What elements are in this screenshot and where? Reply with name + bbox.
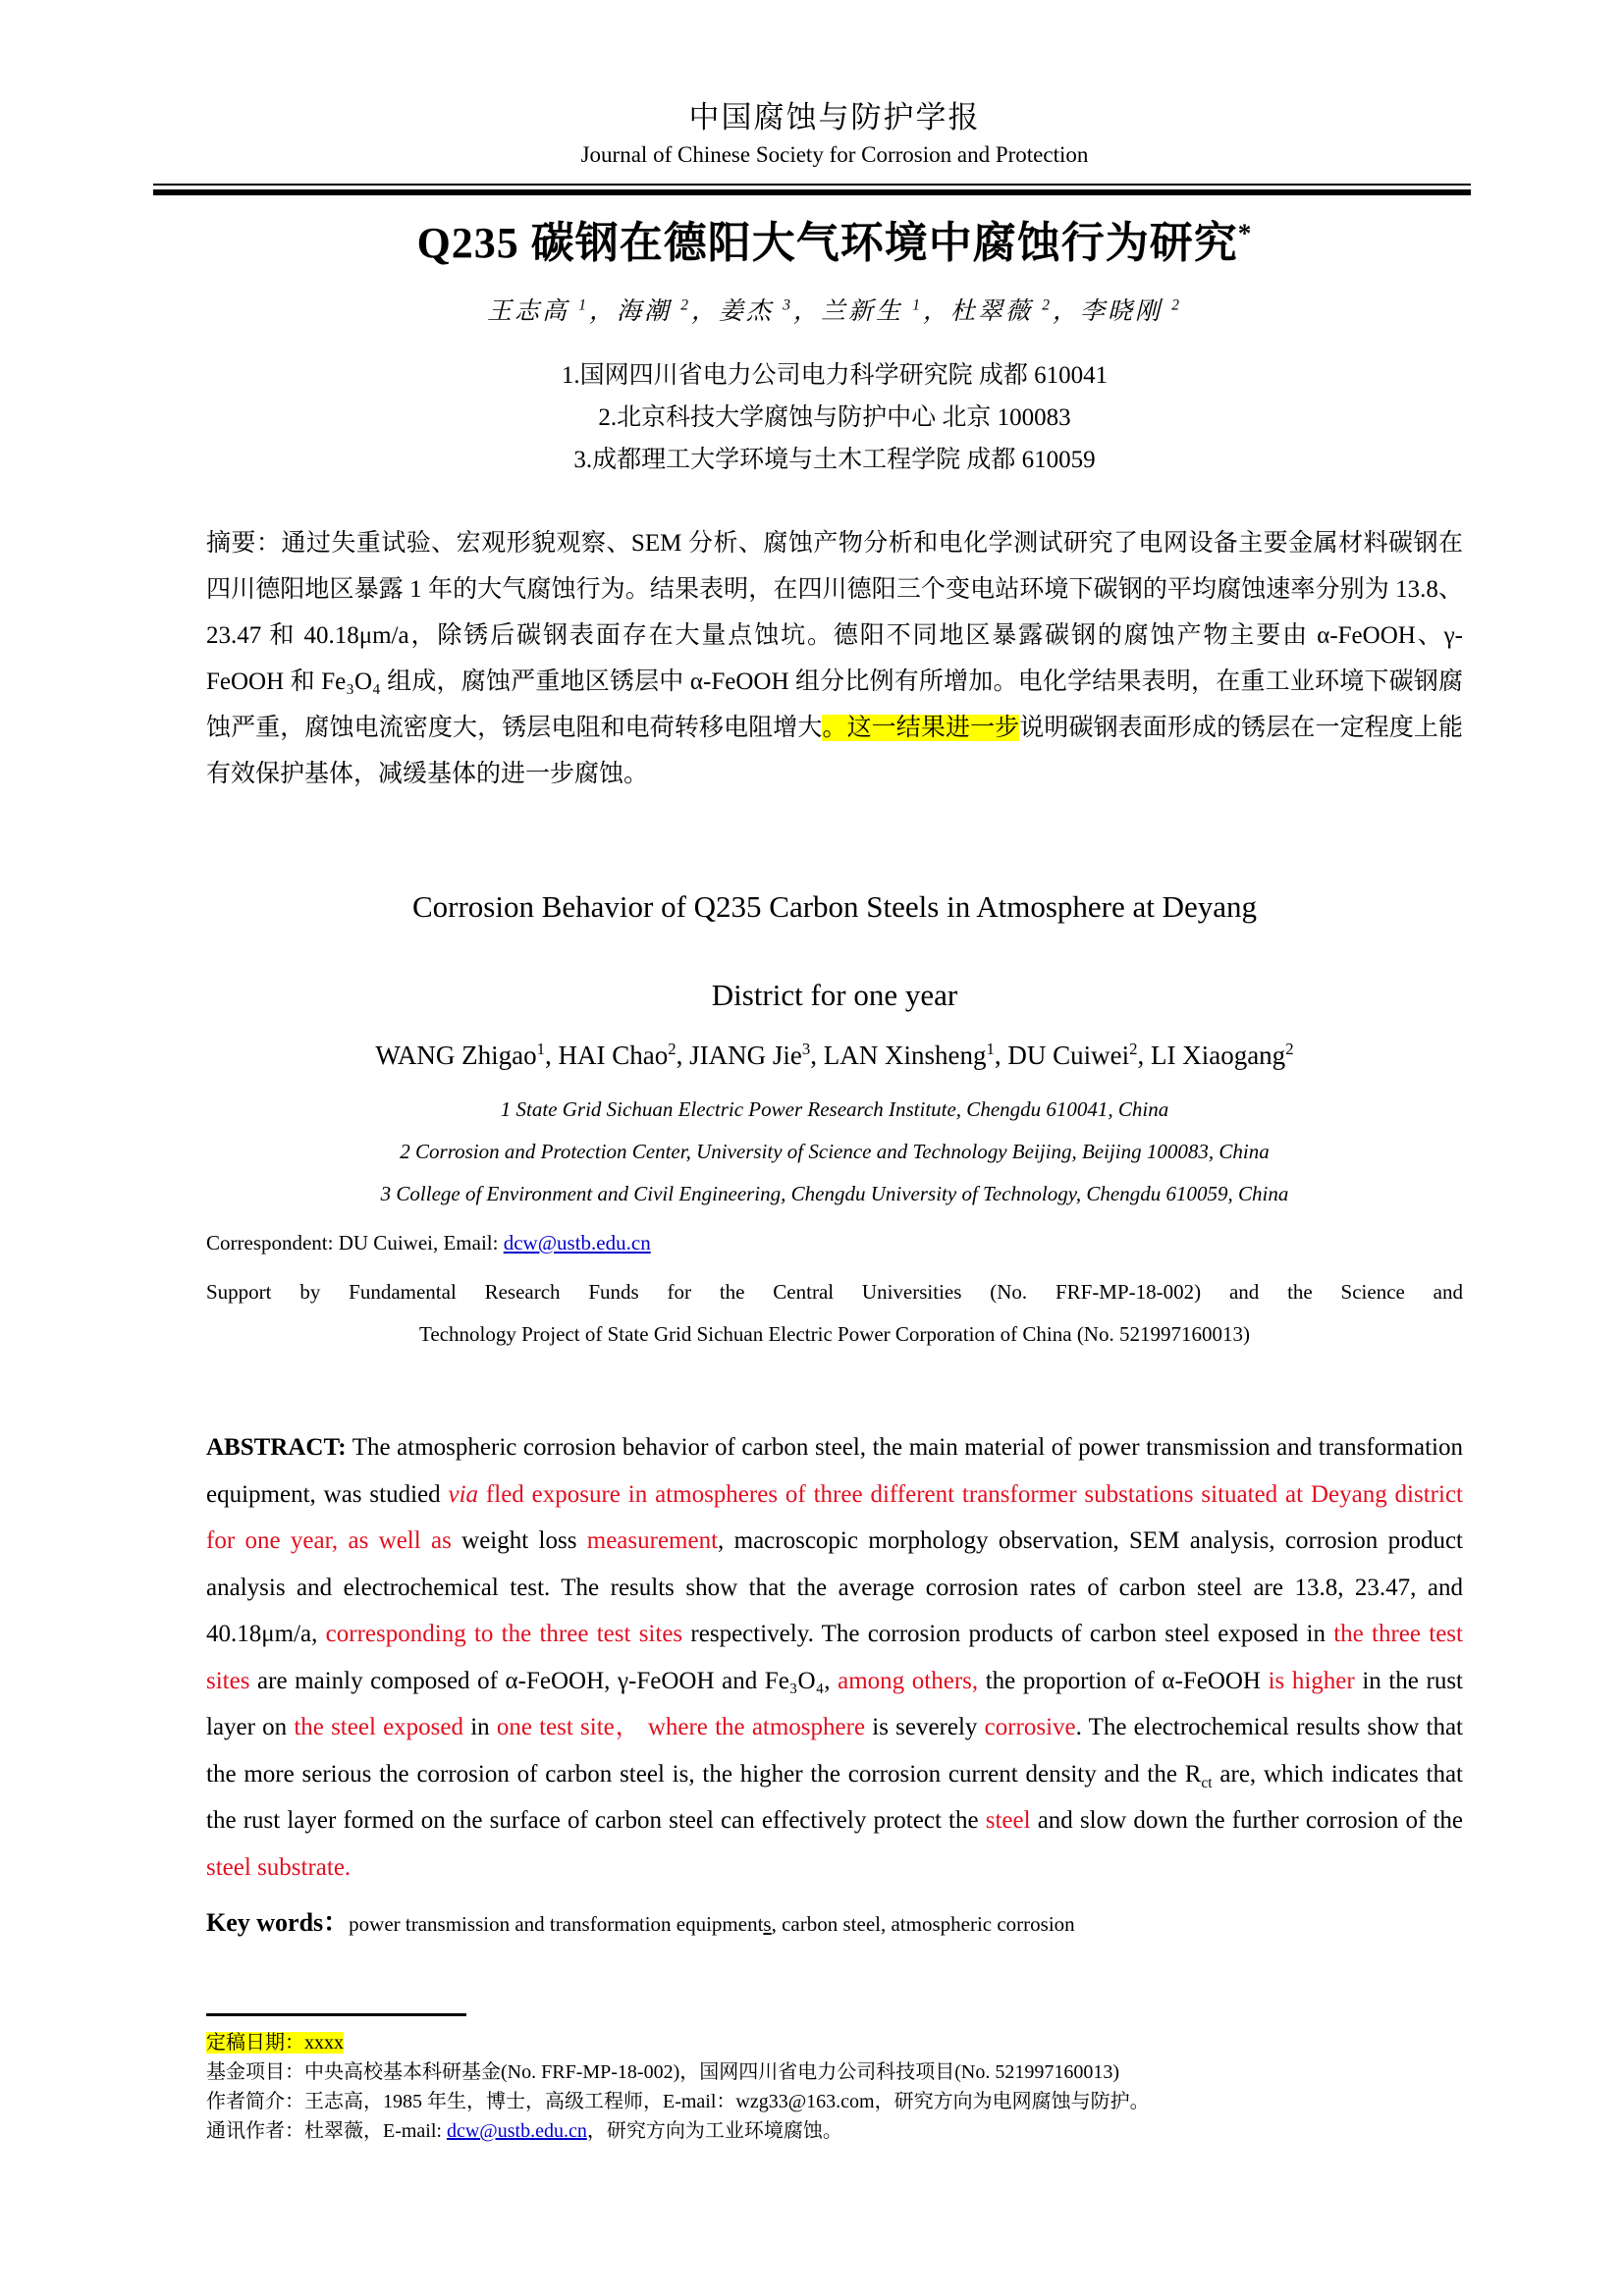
keywords-label: Key words： — [206, 1908, 350, 1937]
correspondent-line — [206, 1231, 1463, 1255]
affiliations-english — [206, 1089, 1463, 1215]
keywords-text: power transmission and transformation equipments, carbon steel, atmospheric corrosion — [349, 1912, 1075, 1936]
affiliation-cn-1: 1.国网四川省电力公司电力科学研究院 成都 610041 — [561, 362, 1109, 389]
article-title-chinese: Q235 碳钢在德阳大气环境中腐蚀行为研究* — [416, 218, 1253, 267]
footnote-separator-rule — [206, 2013, 466, 2016]
correspondent-label: Correspondent: DU Cuiwei, Email: — [206, 1231, 504, 1255]
finalized-date-highlight: 定稿日期：xxxx — [206, 2032, 344, 2054]
support-line2: Technology Project of State Grid Sichuan Electric Power Corporation of China (No. 521997160013) — [419, 1322, 1250, 1346]
affiliation-en-3: 3 College of Environment and Civil Engineering, Chengdu University of Technology, Chengdu 610059, China — [380, 1182, 1289, 1205]
body-content — [0, 207, 1624, 2146]
article-title-english-line2: District for one year — [711, 978, 958, 1012]
affiliation-en-1: 1 State Grid Sichuan Electric Power Research Institute, Chengdu 610041, China — [500, 1097, 1169, 1121]
footnotes — [206, 2028, 1463, 2146]
page-content — [0, 92, 1624, 168]
authors-english: WANG Zhigao$^1$, HAI Chao$^2$, JIANG Jie$^3$, LAN Xinsheng$^1$, DU Cuiwei$^2$, LI Xiaogang$^2$ — [375, 1040, 1294, 1070]
footnote-fund-line: 基金项目：中央高校基本科研基金(No. FRF-MP-18-002)，国网四川省电力公司科技项目(No. 521997160013) — [206, 2061, 1119, 2083]
keywords-line — [206, 1902, 1463, 1939]
footnote-date-line — [206, 2028, 1463, 2057]
abstract-english: ABSTRACT: The atmospheric corrosion behavior of carbon steel, the main material of power transmission and transformation equipment, was studied via fled exposure in atmospheres of three different transformer substations situated at Deyang district for one year, as well as weight loss measurement, macroscopic morphology observation, SEM analysis, corrosion product analysis and electrochemical test. The results show that the average corrosion rates of carbon steel are 13.8, 23.47, and 40.18μm/a, corresponding to the three test sites respectively. The corrosion products of carbon steel exposed in the three test sites are mainly composed of α-FeOOH, γ-FeOOH and Fe₃O₄, among others, the proportion of α-FeOOH is higher in the rust layer on the steel exposed in one test site， where the atmosphere is severely corrosive. The electrochemical results show that the more serious the corrosion of carbon steel is, the higher the corrosion current density and the $R_{ct}$ are, which indicates that the rust layer formed on the surface of carbon steel can effectively protect the steel and slow down the further corrosion of the steel substrate. — [206, 1434, 1464, 1881]
journal-name-english: Journal of Chinese Society for Corrosion and Protection — [580, 142, 1089, 167]
contact-prefix: 通讯作者：杜翠薇，E-mail: — [206, 2120, 447, 2142]
header-double-rule — [153, 184, 1471, 195]
footnote-contact-line — [206, 2116, 1463, 2146]
abstract-chinese: 摘要：通过失重试验、宏观形貌观察、SEM 分析、腐蚀产物分析和电化学测试研究了电网设备主要金属材料碳钢在四川德阳地区暴露 1 年的大气腐蚀行为。结果表明，在四川德阳三个变电站环境下碳钢的平均腐蚀速率分别为 13.8、23.47 和 40.18μm/a，除锈后碳钢表面存在大量点蚀坑。德阳不同地区暴露碳钢的腐蚀产物主要由 α-FeOOH、γ-FeOOH 和 Fe₃O₄ 组成，腐蚀严重地区锈层中 α-FeOOH 组分比例有所增加。电化学结果表明，在重工业环境下碳钢腐蚀严重，腐蚀电流密度大，锈层电阻和电荷转移电阻增大。这一结果进一步说明碳钢表面形成的锈层在一定程度上能有效保护基体，减缓基体的进一步腐蚀。 — [206, 530, 1463, 787]
article-title-english-line1: Corrosion Behavior of Q235 Carbon Steels in Atmosphere at Deyang — [411, 889, 1258, 924]
journal-name-chinese: 中国腐蚀与防护学报 — [688, 100, 981, 134]
support-line1: Support by Fundamental Research Funds for the Central Universities (No. FRF-MP-18-002) and the Science and — [206, 1280, 1463, 1304]
support-statement — [206, 1271, 1463, 1356]
affiliation-en-2: 2 Corrosion and Protection Center, University of Science and Technology Beijing, Beijing 100083, China — [400, 1140, 1270, 1163]
contact-email-link[interactable]: dcw@ustb.edu.cn — [446, 2120, 587, 2142]
affiliation-cn-2: 2.北京科技大学腐蚀与防护中心 北京 100083 — [598, 404, 1071, 431]
correspondent-email-link[interactable]: dcw@ustb.edu.cn — [503, 1231, 651, 1255]
affiliation-cn-3: 3.成都理工大学环境与土木工程学院 成都 610059 — [573, 447, 1096, 473]
contact-suffix: ，研究方向为工业环境腐蚀。 — [586, 2120, 842, 2142]
footnote-bio-line: 作者简介：王志高，1985 年生，博士，高级工程师，E-mail：wzg33@163.com，研究方向为电网腐蚀与防护。 — [206, 2091, 1150, 2112]
authors-chinese: 王志高 $^1$，海潮 $^2$，姜杰 $^3$，兰新生 $^1$，杜翠薇 $^2$，李晓刚 $^2$ — [486, 296, 1183, 325]
affiliations-chinese — [206, 354, 1463, 481]
